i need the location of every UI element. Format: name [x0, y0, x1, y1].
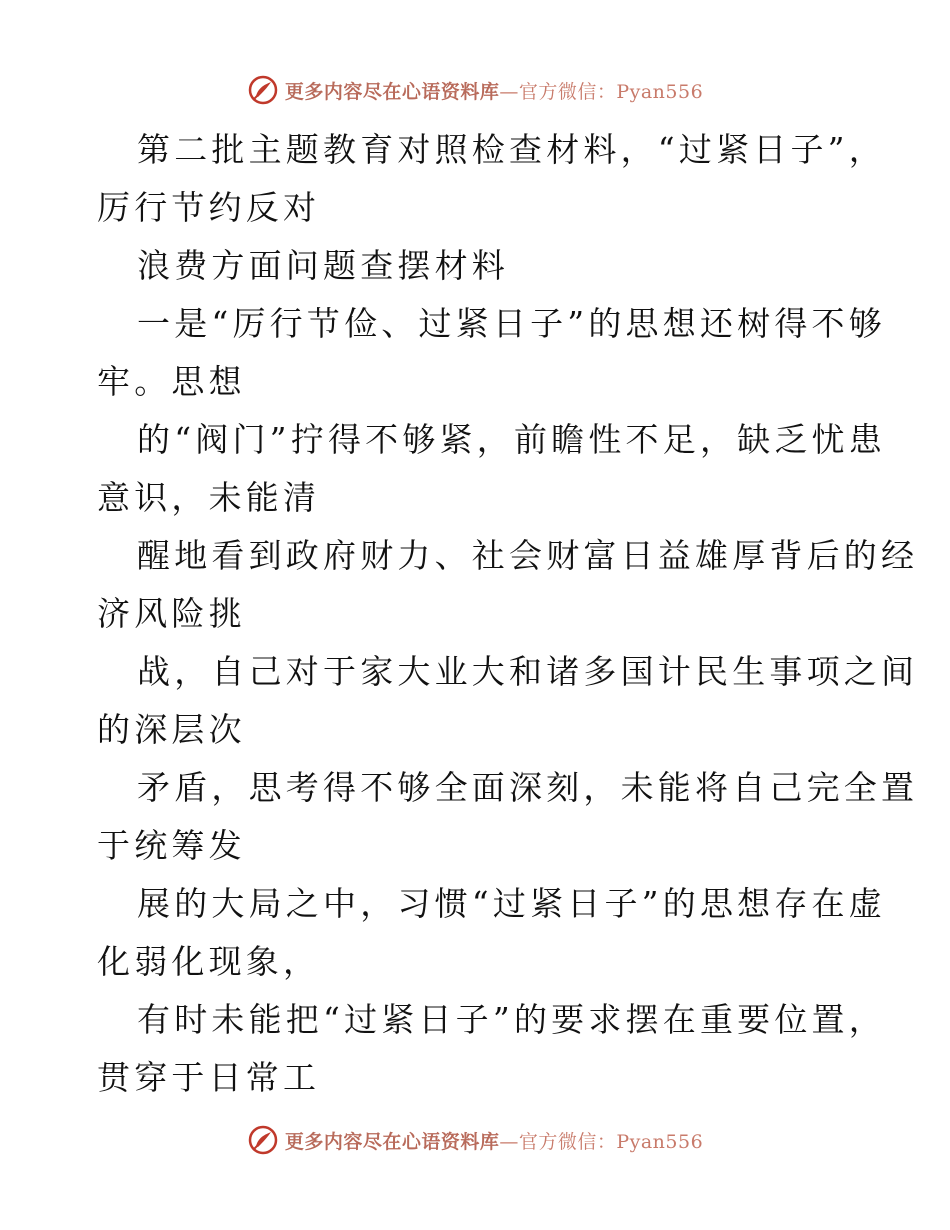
- paragraph-line: 有时未能把“过紧日子”的要求摆在重要位置，: [137, 1000, 886, 1039]
- paragraph-line: 厉行节约反对: [97, 188, 321, 227]
- paragraph-line: 于统筹发: [97, 826, 246, 865]
- paragraph-line: 济风险挑: [97, 594, 246, 633]
- paragraph-line: 贯穿于日常工: [97, 1058, 321, 1097]
- paragraph-line: 的深层次: [97, 710, 246, 749]
- paragraph-line: 一是“厉行节俭、过紧日子”的思想还树得不够: [137, 304, 886, 343]
- header-banner: [0, 70, 950, 110]
- paragraph-line: 矛盾，思考得不够全面深刻，未能将自己完全置: [137, 768, 919, 807]
- header-banner-text: 更多内容尽在心语资料库—官方微信：Pyan556: [284, 80, 704, 103]
- paragraph-line: 意识，未能清: [97, 478, 321, 517]
- document-body: [97, 121, 919, 1107]
- paragraph-line: 醒地看到政府财力、社会财富日益雄厚背后的经: [137, 536, 919, 575]
- footer-banner: [0, 1120, 950, 1160]
- paragraph-line: 浪费方面问题查摆材料: [137, 246, 509, 285]
- paragraph-line: 第二批主题教育对照检查材料，“过紧日子”，: [137, 130, 886, 169]
- paragraph-line: 战，自己对于家大业大和诸多国计民生事项之间: [137, 652, 919, 691]
- paragraph-line: 化弱化现象，: [97, 942, 321, 981]
- paragraph-line: 的“阀门”拧得不够紧，前瞻性不足，缺乏忧患: [137, 420, 886, 459]
- logo-icon: [247, 74, 279, 106]
- footer-banner-text: 更多内容尽在心语资料库—官方微信：Pyan556: [284, 1130, 704, 1153]
- paragraph-line: 展的大局之中，习惯“过紧日子”的思想存在虚: [137, 884, 886, 923]
- logo-icon: [247, 1124, 279, 1156]
- paragraph-line: 牢。思想: [97, 362, 246, 401]
